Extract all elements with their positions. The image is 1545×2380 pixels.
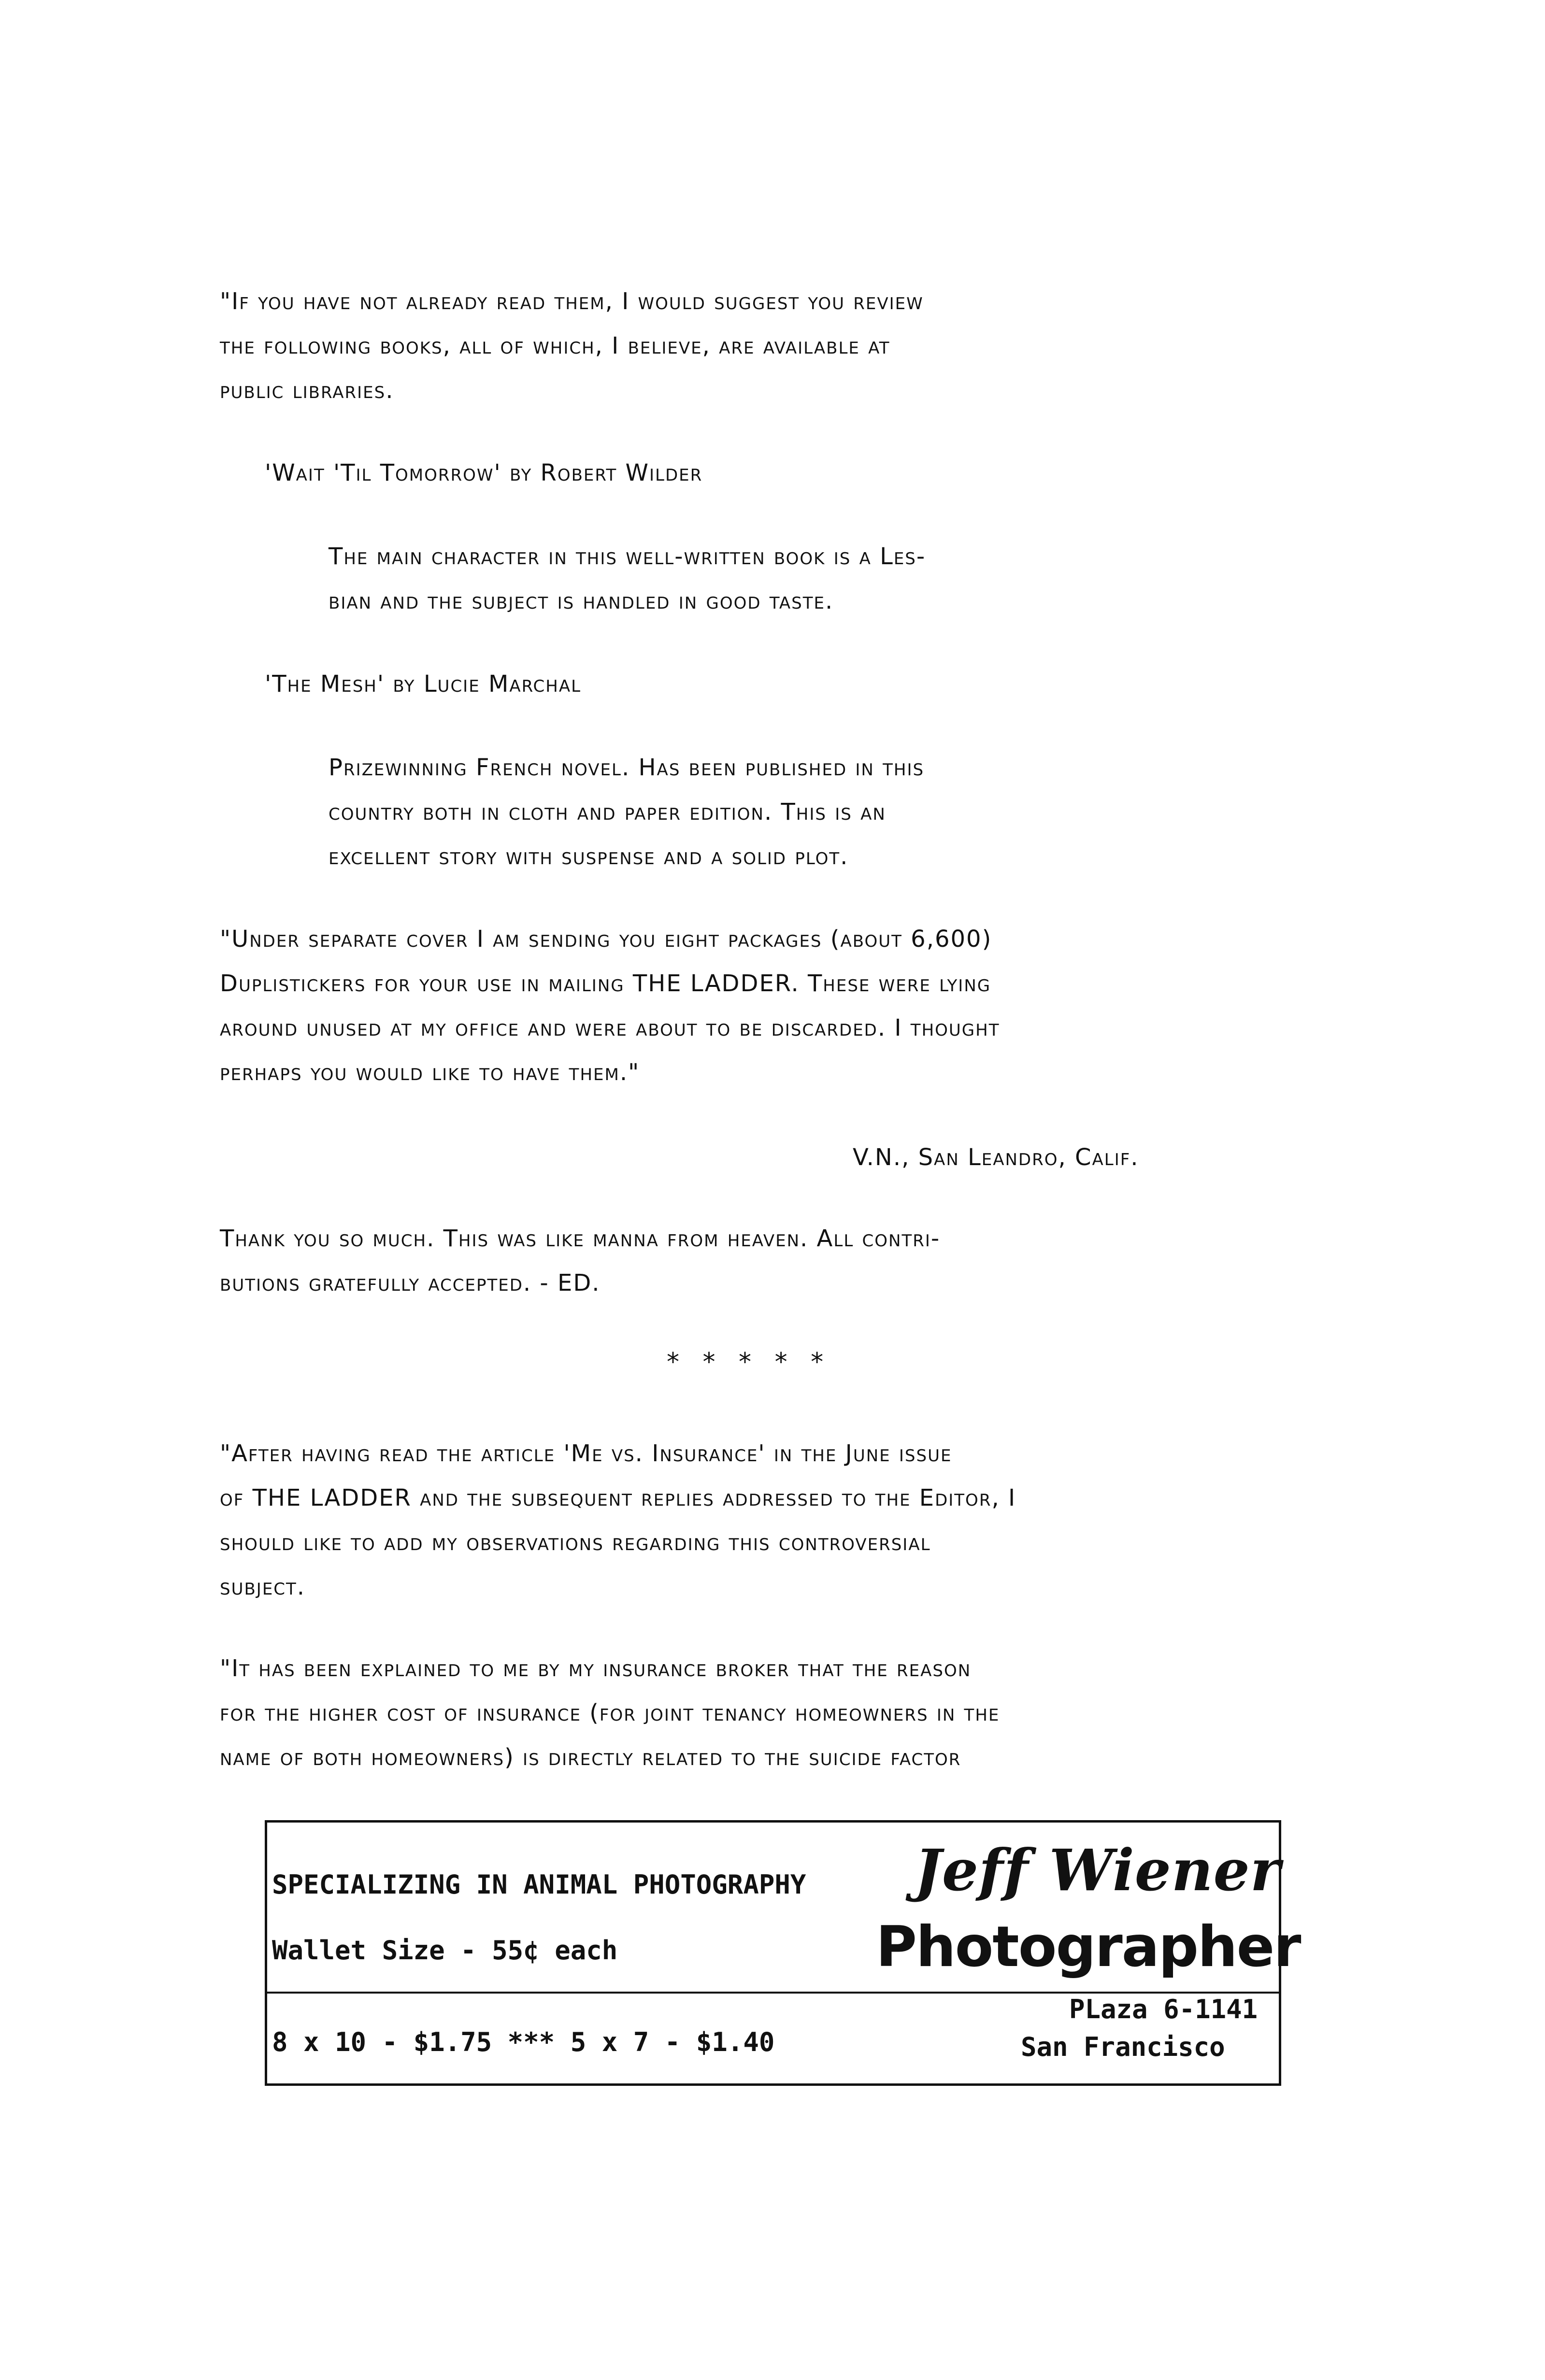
text-line: bian and the subject is handled in good taste. (329, 587, 834, 614)
ad-specialty: SPECIALIZING IN ANIMAL PHOTOGRAPHY (272, 1869, 806, 1900)
text-line: the following books, all of which, I believe, are available at (220, 332, 890, 359)
section-separator: * * * * * (667, 1348, 831, 1377)
text-line: butions gratefully accepted. - ED. (220, 1269, 601, 1297)
text-line: public libraries. (220, 377, 394, 404)
photographer-advertisement (265, 1820, 1301, 2086)
book-title: 'Wait 'Til Tomorrow' by Robert Wilder (265, 459, 703, 486)
letter-signature: V.N., San Leandro, Calif. (853, 1144, 1139, 1171)
ad-city: San Francisco (1021, 2032, 1225, 2062)
text-line: Thank you so much. This was like manna from heaven. All contri- (220, 1225, 941, 1252)
text-line: "If you have not already read them, I would suggest you review (220, 288, 924, 315)
ad-print-prices: 8 x 10 - $1.75 *** 5 x 7 - $1.40 (272, 2027, 775, 2057)
text-line: "It has been explained to me by my insurance broker that the reason (220, 1655, 972, 1682)
text-line: perhaps you would like to have them." (220, 1059, 640, 1086)
book-title: 'The Mesh' by Lucie Marchal (265, 670, 582, 698)
text-line: subject. (220, 1573, 306, 1600)
text-line: should like to add my observations regarding this controversial (220, 1529, 931, 1556)
text-line: of THE LADDER and the subsequent replies addressed to the Editor, I (220, 1484, 1016, 1511)
ad-divider (267, 1992, 1279, 1994)
ad-photographer-name: Jeff Wiener (915, 1837, 1281, 1904)
text-line: "After having read the article 'Me vs. Insurance' in the June issue (220, 1440, 952, 1467)
text-line: Prizewinning French novel. Has been published in this (329, 754, 925, 781)
text-line: Duplistickers for your use in mailing THE LADDER. These were lying (220, 970, 991, 997)
ad-wallet-price: Wallet Size - 55¢ each (272, 1935, 618, 1966)
ad-phone: PLaza 6-1141 (1069, 1994, 1258, 2024)
text-line: around unused at my office and were about to be discarded. I thought (220, 1014, 1000, 1041)
text-line: excellent story with suspense and a solid plot. (329, 843, 849, 870)
text-line: for the higher cost of insurance (for joint tenancy homeowners in the (220, 1699, 1000, 1726)
text-line: "Under separate cover I am sending you eight packages (about 6,600) (220, 926, 992, 953)
text-line: country both in cloth and paper edition. This is an (329, 798, 886, 826)
text-line: The main character in this well-written book is a Les- (329, 543, 926, 570)
ad-profession: Photographer (876, 1914, 1301, 1980)
text-line: name of both homeowners) is directly related to the suicide factor (220, 1744, 961, 1771)
